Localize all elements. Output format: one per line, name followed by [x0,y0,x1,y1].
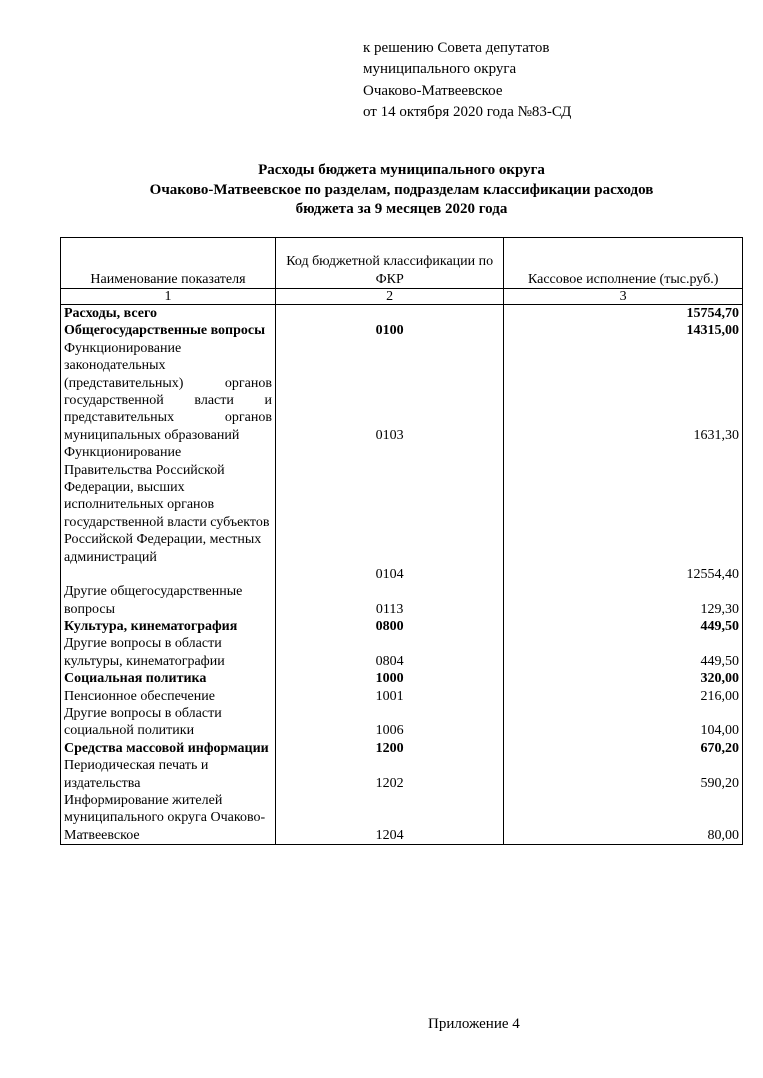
document-title [60,161,743,220]
title-line: бюджета за 9 месяцев 2020 года [295,201,508,217]
row-value: 320,00 [504,670,743,687]
row-code: 1000 [275,670,503,687]
row-value: 14315,00 [504,322,743,339]
row-name: Расходы, всего [61,305,276,323]
header-code: Код бюджетной классификации по ФКР [275,238,503,289]
row-value: 449,50 [504,635,743,670]
row-name: Функционирование законодательных (представительных) органов государственной власти и представительных органов муниципальных образований [61,340,276,444]
row-name: Другие общегосударственные вопросы [61,583,276,618]
row-code [275,305,503,323]
row-value: 216,00 [504,688,743,705]
resolution-reference [363,38,571,123]
row-code: 0804 [275,635,503,670]
row-name: Периодическая печать и издательства [61,757,276,792]
row-code: 0100 [275,322,503,339]
row-code: 0800 [275,618,503,635]
row-name: Общегосударственные вопросы [61,322,276,339]
row-value: 15754,70 [504,305,743,323]
header-line: от 14 октября 2020 года №83-СД [363,103,572,120]
table-row [61,635,743,670]
row-code: 0104 [275,444,503,583]
table-row [61,618,743,635]
table-row [61,305,743,323]
table-row [61,688,743,705]
row-name: Социальная политика [61,670,276,687]
header-line: к решению Совета депутатов [363,40,550,56]
row-code: 1006 [275,705,503,740]
row-value: 104,00 [504,705,743,740]
row-name: Средства массовой информации [61,740,276,757]
table-header-row [61,238,743,289]
table-row [61,444,743,583]
row-value: 1631,30 [504,340,743,444]
row-value: 449,50 [504,618,743,635]
table-row [61,705,743,740]
header-line: Очаково-Матвеевское [363,82,503,99]
column-number: 2 [275,289,503,305]
table-row [61,757,743,792]
row-name: Пенсионное обеспечение [61,688,276,705]
row-code: 1204 [275,792,503,845]
header-line: муниципального округа [363,61,517,78]
table-row [61,670,743,687]
header-value: Кассовое исполнение (тыс.руб.) [504,238,743,289]
row-code: 1200 [275,740,503,757]
row-code: 1202 [275,757,503,792]
column-number: 1 [61,289,276,305]
header-name: Наименование показателя [61,238,276,289]
table-row [61,792,743,845]
row-name: Функционирование Правительства Российской Федерации, высших исполнительных органов государственной власти субъектов Российской Федерации, местных администраций [61,444,276,583]
row-name: Другие вопросы в области культуры, кинематографии [61,635,276,670]
row-value: 590,20 [504,757,743,792]
row-value: 129,30 [504,583,743,618]
row-code: 0113 [275,583,503,618]
table-row [61,340,743,444]
table-row [61,322,743,339]
expenditure-table [60,237,743,845]
row-code: 1001 [275,688,503,705]
row-name: Другие вопросы в области социальной политики [61,705,276,740]
table-row [61,583,743,618]
table-row [61,740,743,757]
column-number-row [61,289,743,305]
row-value: 12554,40 [504,444,743,583]
appendix-label: Приложение 4 [428,1016,520,1032]
column-number: 3 [504,289,743,305]
title-line: Очаково-Матвеевское по разделам, подразделам классификации расходов [149,181,654,198]
row-value: 670,20 [504,740,743,757]
row-name: Культура, кинематография [61,618,276,635]
title-line: Расходы бюджета муниципального округа [258,162,545,178]
row-value: 80,00 [504,792,743,845]
row-code: 0103 [275,340,503,444]
row-name: Информирование жителей муниципального округа Очаково-Матвеевское [61,792,276,845]
